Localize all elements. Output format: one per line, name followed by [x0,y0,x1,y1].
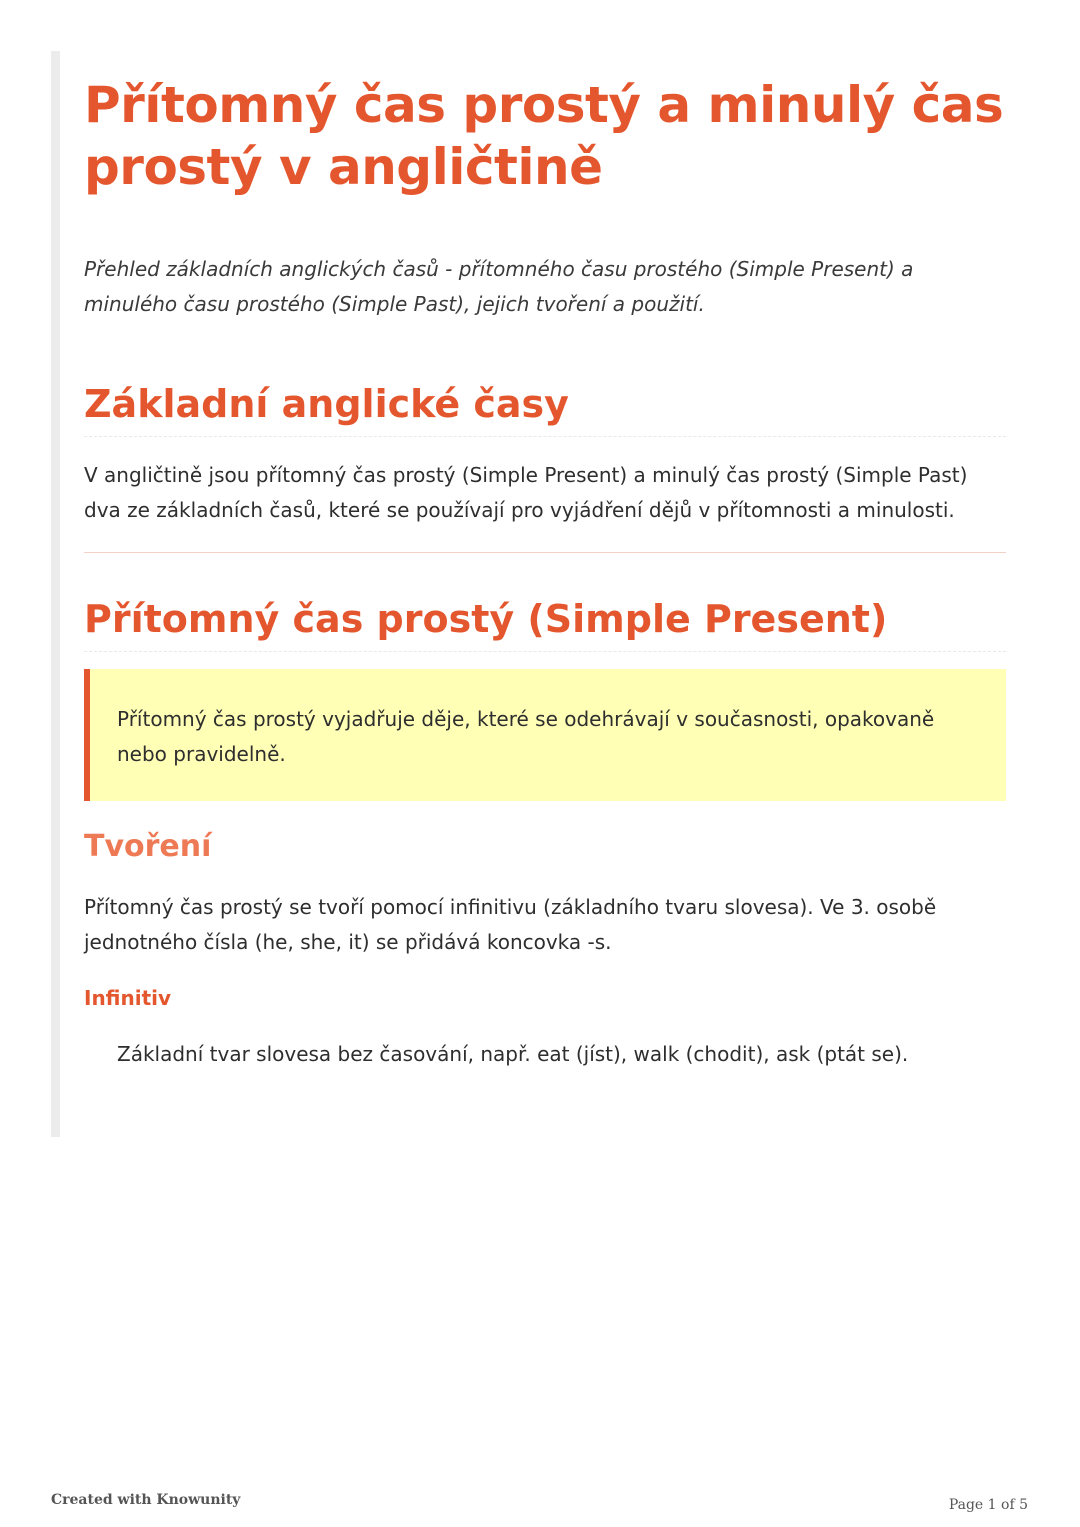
document-title: Přítomný čas prostý a minulý čas prostý v angličtině [84,76,1004,196]
subheading-formation: Tvoření [84,829,212,864]
section-text-basic-tenses: V angličtině jsou přítomný čas prostý (Simple Present) a minulý čas prostý (Simple Past) dva ze základních časů, které se používají pro vyjádření dějů v přítomnosti a minulosti. [84,463,968,522]
callout-text: Přítomný čas prostý vyjadřuje děje, které se odehrávají v současnosti, opakovaně nebo pravidelně. [117,707,935,766]
term-definition: Základní tvar slovesa bez časování, např. eat (jíst), walk (chodit), ask (ptát se). [117,1042,909,1066]
document-subtitle: Přehled základních anglických časů - přítomného času prostého (Simple Present) a minulého času prostého (Simple Past), jejich tvoření a použití. [84,257,914,316]
formation-text: Přítomný čas prostý se tvoří pomocí infinitivu (základního tvaru slovesa). Ve 3. osobě jednotného čísla (he, she, it) se přidává koncovka -s. [84,895,937,954]
footer-page-indicator: Page 1 of 5 [948,1497,1028,1513]
left-margin-rule [51,51,60,1137]
section-heading-basic-tenses: Základní anglické časy [84,380,1006,437]
section-divider [84,552,1006,553]
section-heading-simple-present: Přítomný čas prostý (Simple Present) [84,595,1006,652]
definition-callout [84,669,1006,801]
term-infinitive: Infinitiv [84,986,172,1010]
footer-created-with: Created with Knowunity [51,1492,241,1508]
